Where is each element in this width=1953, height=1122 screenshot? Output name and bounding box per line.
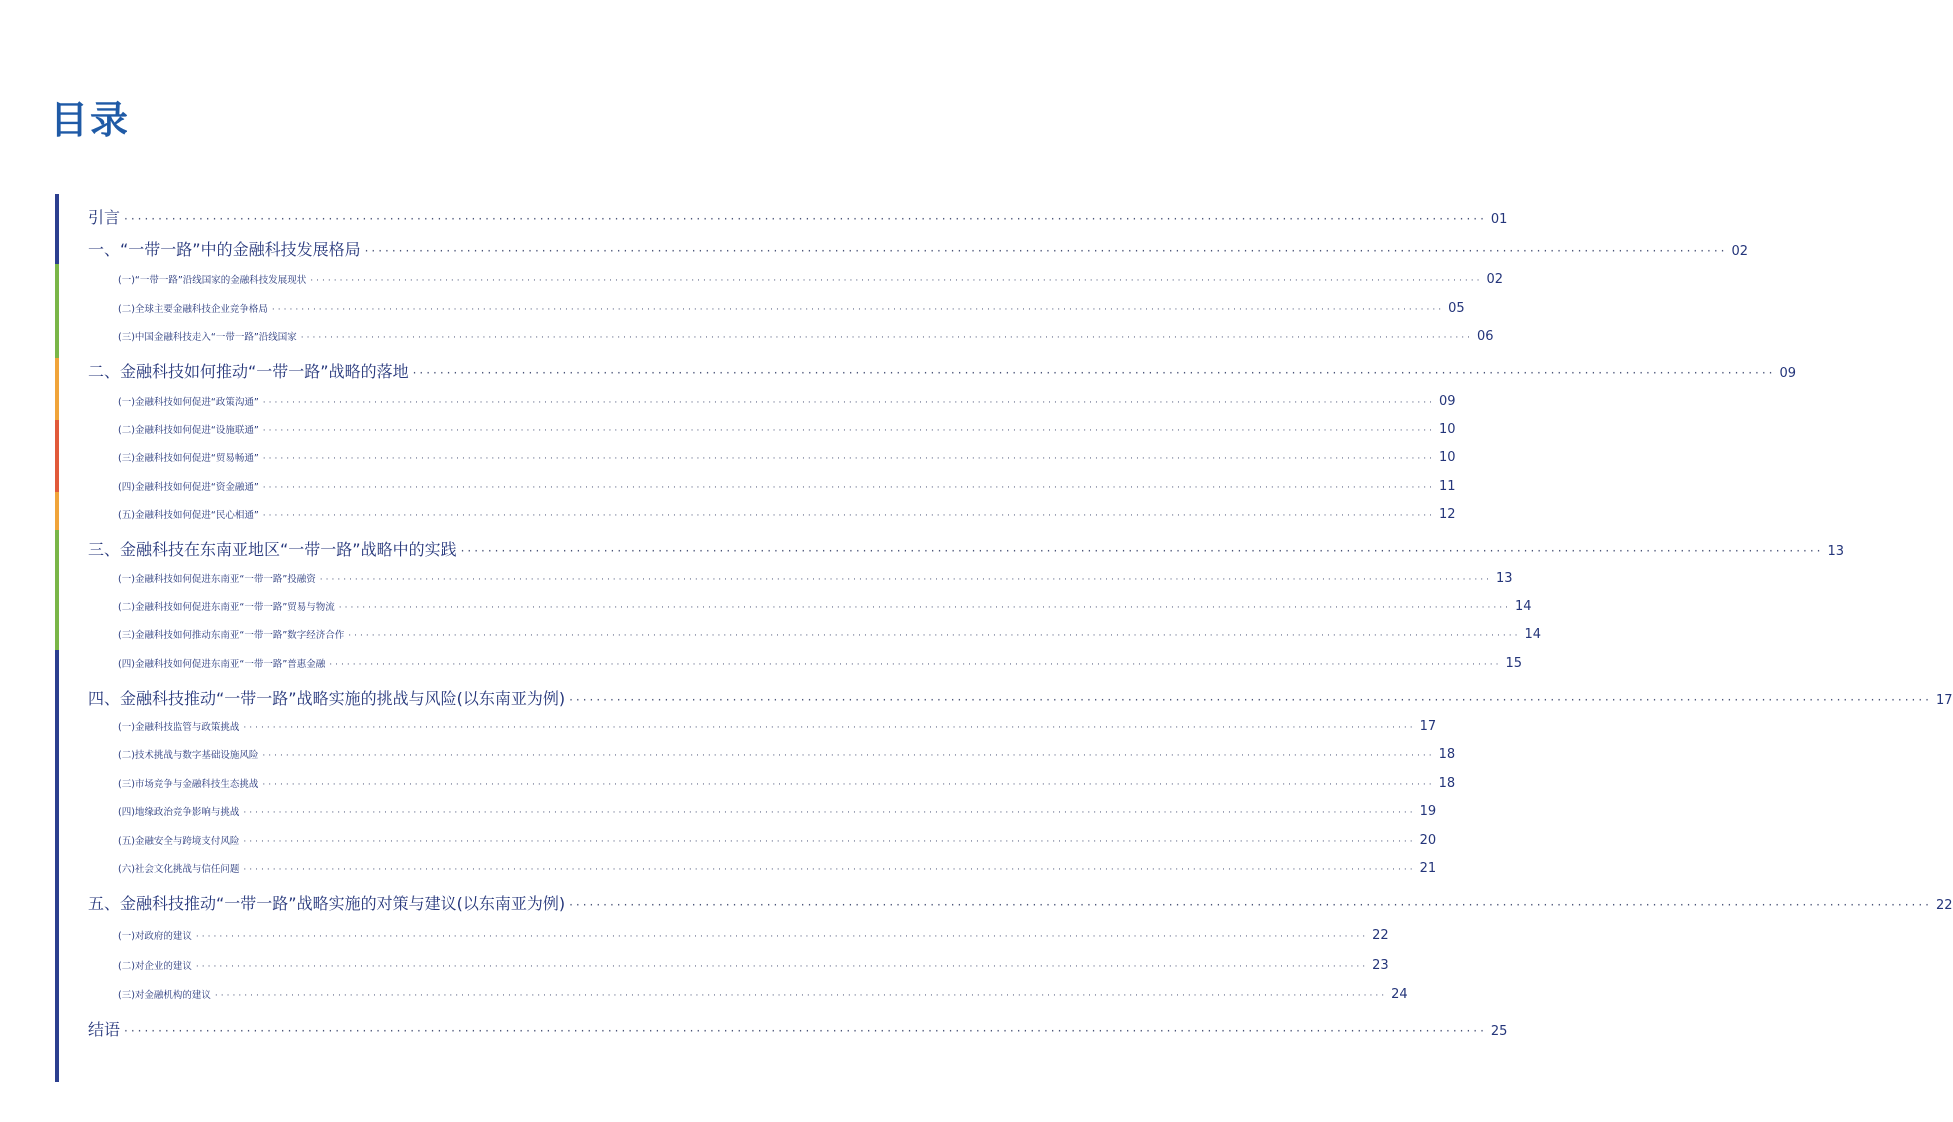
toc-page-number: 02 [1731, 244, 1749, 259]
toc-page-number: 21 [1419, 861, 1437, 876]
side-bar-segment [55, 264, 59, 358]
toc-entry-title: (一)金融科技监管与政策挑战 [118, 722, 240, 733]
toc-page-number: 13 [1495, 571, 1513, 586]
toc-dot-leader: ········································································································································································································ [262, 511, 1435, 521]
toc-page-number: 17 [1419, 719, 1437, 734]
toc-entry-title: (三)市场竞争与金融科技生态挑战 [118, 779, 259, 790]
toc-entry-title: (三)金融科技如何促进“贸易畅通” [118, 453, 259, 464]
toc-section-entry[interactable] [118, 505, 1456, 526]
toc-page-number: 09 [1438, 394, 1456, 409]
toc-section-entry[interactable] [118, 477, 1456, 498]
toc-dot-leader: ········································································································································································································ [348, 631, 1521, 641]
toc-page-number: 05 [1448, 301, 1465, 316]
toc-dot-leader: ········································································································································································································ [262, 483, 1435, 493]
toc-dot-leader: ········································································································································································································ [364, 244, 1728, 258]
toc-section-entry[interactable] [118, 270, 1503, 291]
toc-page-number: 14 [1524, 627, 1541, 642]
toc-page-number: 09 [1779, 366, 1797, 381]
toc-page-number: 13 [1827, 544, 1845, 559]
toc-section-entry[interactable] [118, 597, 1532, 618]
toc-dot-leader: ········································································································································································································ [243, 837, 1416, 847]
toc-chapter-entry[interactable] [88, 537, 1845, 565]
side-bar-segment [55, 492, 59, 530]
toc-entry-title: (一)对政府的建议 [118, 931, 192, 942]
toc-entry-title: 二、金融科技如何推动“一带一路”战略的落地 [88, 362, 409, 381]
toc-entry-title: (二)金融科技如何促进“设施联通” [118, 425, 259, 436]
toc-section-entry[interactable] [118, 327, 1494, 348]
toc-section-entry[interactable] [118, 774, 1456, 795]
toc-page-number: 01 [1490, 212, 1508, 227]
toc-entry-title: 一、“一带一路”中的金融科技发展格局 [88, 240, 361, 259]
toc-page-number: 25 [1490, 1024, 1508, 1039]
toc-dot-leader: ········································································································································································································ [310, 276, 1483, 286]
toc-chapter-entry[interactable] [88, 686, 1953, 714]
toc-page-number: 14 [1514, 599, 1532, 614]
toc-page-number: 23 [1372, 958, 1389, 973]
page-title: 目录 [50, 98, 131, 142]
toc-page-number: 12 [1438, 507, 1456, 522]
toc-dot-leader: ········································································································································································································ [329, 660, 1502, 670]
side-bar-segment [55, 420, 59, 492]
toc-page-number: 22 [1935, 898, 1953, 913]
toc-entry-title: (二)技术挑战与数字基础设施风险 [118, 750, 259, 761]
toc-dot-leader: ········································································································································································································ [124, 212, 1487, 226]
toc-dot-leader: ········································································································································································································ [460, 544, 1824, 558]
toc-section-entry[interactable] [118, 717, 1437, 738]
toc-dot-leader: ········································································································································································································ [569, 898, 1932, 912]
toc-entry-title: (四)地缘政治竞争影响与挑战 [118, 807, 240, 818]
toc-entry-title: (二)金融科技如何促进东南亚“一带一路”贸易与物流 [118, 602, 335, 613]
toc-page-number: 22 [1372, 928, 1389, 943]
toc-dot-leader: ········································································································································································································ [243, 723, 1416, 733]
toc-dot-leader: ········································································································································································································ [271, 305, 1445, 315]
toc-page-number: 10 [1438, 422, 1456, 437]
toc-page-number: 24 [1391, 987, 1408, 1002]
toc-section-entry[interactable] [118, 859, 1437, 880]
toc-section-entry[interactable] [118, 654, 1522, 675]
toc-section-entry[interactable] [118, 802, 1437, 823]
toc-dot-leader: ········································································································································································································ [262, 780, 1435, 790]
toc-page-number: 20 [1419, 833, 1437, 848]
toc-dot-leader: ········································································································································································································ [262, 426, 1435, 436]
toc-page-number: 19 [1419, 804, 1437, 819]
toc-page-number: 02 [1486, 272, 1503, 287]
toc-page-number: 06 [1476, 329, 1494, 344]
toc-dot-leader: ········································································································································································································ [243, 808, 1416, 818]
toc-chapter-entry[interactable] [88, 891, 1953, 919]
toc-page-number: 17 [1935, 693, 1953, 708]
toc-dot-leader: ········································································································································································································ [300, 333, 1473, 343]
toc-section-entry[interactable] [118, 392, 1456, 413]
toc-entry-title: (三)金融科技如何推动东南亚“一带一路”数字经济合作 [118, 630, 345, 641]
toc-dot-leader: ········································································································································································································ [338, 603, 1511, 613]
toc-entry-title: (二)对企业的建议 [118, 961, 192, 972]
side-bar-segment [55, 530, 59, 650]
toc-entry-title: (四)金融科技如何促进“资金融通” [118, 482, 259, 493]
side-bar-segment [55, 194, 59, 264]
toc-section-entry[interactable] [118, 956, 1389, 977]
toc-chapter-entry[interactable] [88, 237, 1749, 265]
toc-section-entry[interactable] [118, 831, 1437, 852]
toc-entry-title: (一)金融科技如何促进“政策沟通” [118, 397, 259, 408]
toc-dot-leader: ········································································································································································································ [412, 366, 1776, 380]
side-bar-segment [55, 358, 59, 420]
toc-dot-leader: ········································································································································································································ [319, 575, 1492, 585]
toc-dot-leader: ········································································································································································································ [214, 991, 1388, 1001]
toc-section-entry[interactable] [118, 448, 1456, 469]
toc-entry-title: 四、金融科技推动“一带一路”战略实施的挑战与风险(以东南亚为例) [88, 689, 566, 708]
toc-entry-title: 五、金融科技推动“一带一路”战略实施的对策与建议(以东南亚为例) [88, 894, 566, 913]
toc-entry-title: (五)金融科技如何促进“民心相通” [118, 510, 259, 521]
toc-page-number: 18 [1438, 776, 1456, 791]
toc-dot-leader: ········································································································································································································ [262, 454, 1435, 464]
toc-entry-title: 三、金融科技在东南亚地区“一带一路”战略中的实践 [88, 540, 457, 559]
toc-entry-title: 结语 [88, 1020, 121, 1039]
toc-chapter-entry[interactable] [88, 359, 1797, 387]
toc-entry-title: (四)金融科技如何促进东南亚“一带一路”普惠金融 [118, 659, 326, 670]
toc-entry-title: (一)金融科技如何促进东南亚“一带一路”投融资 [118, 574, 316, 585]
toc-entry-title: (一)“一带一路”沿线国家的金融科技发展现状 [118, 275, 307, 286]
toc-page-number: 18 [1438, 747, 1456, 762]
toc-entry-title: 引言 [88, 208, 121, 227]
toc-section-entry[interactable] [118, 299, 1465, 320]
toc-dot-leader: ········································································································································································································ [262, 751, 1435, 761]
toc-page-number: 11 [1438, 479, 1456, 494]
toc-entry-title: (三)对金融机构的建议 [118, 990, 211, 1001]
toc-section-entry[interactable] [118, 569, 1513, 590]
toc-chapter-entry[interactable] [88, 1017, 1508, 1045]
toc-chapter-entry[interactable] [88, 205, 1508, 233]
toc-entry-title: (六)社会文化挑战与信任问题 [118, 864, 240, 875]
toc-section-entry[interactable] [118, 926, 1389, 947]
toc-dot-leader: ········································································································································································································ [569, 693, 1932, 707]
toc-entry-title: (二)全球主要金融科技企业竞争格局 [118, 304, 268, 315]
toc-dot-leader: ········································································································································································································ [243, 865, 1416, 875]
toc-dot-leader: ········································································································································································································ [195, 932, 1369, 942]
toc-page-number: 10 [1438, 450, 1456, 465]
side-bar-segment [55, 650, 59, 1082]
toc-section-entry[interactable] [118, 745, 1456, 766]
toc-section-entry[interactable] [118, 625, 1541, 646]
toc-entry-title: (五)金融安全与跨境支付风险 [118, 836, 240, 847]
toc-dot-leader: ········································································································································································································ [124, 1024, 1487, 1038]
toc-section-entry[interactable] [118, 420, 1456, 441]
toc-dot-leader: ········································································································································································································ [262, 398, 1435, 408]
toc-page-number: 15 [1505, 656, 1522, 671]
toc-section-entry[interactable] [118, 985, 1408, 1006]
toc-entry-title: (三)中国金融科技走入“一带一路”沿线国家 [118, 332, 297, 343]
toc-dot-leader: ········································································································································································································ [195, 962, 1369, 972]
